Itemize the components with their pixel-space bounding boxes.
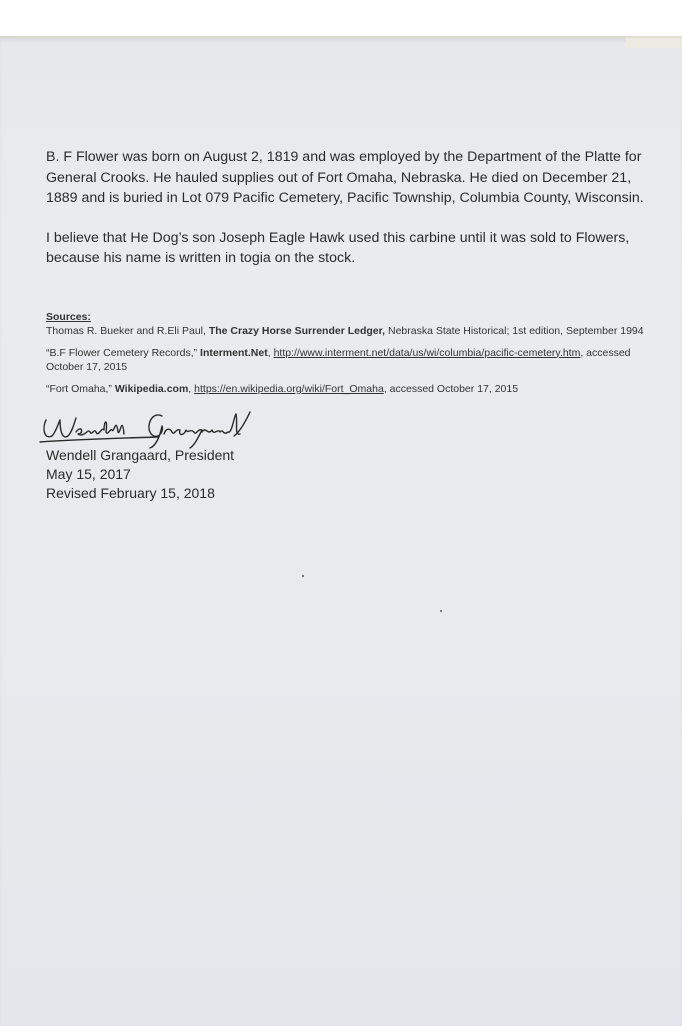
- letter-body: [46, 147, 646, 503]
- handwritten-signature: [38, 406, 258, 450]
- source-1-details: Nebraska State Historical; 1st edition, September 1994: [385, 324, 644, 337]
- sources-heading: Sources:: [46, 310, 91, 323]
- signatory-info: [46, 446, 646, 503]
- source-entry-3: [46, 382, 646, 396]
- sources-section: [46, 310, 646, 396]
- letter-paragraph-2: I believe that He Dog’s son Joseph Eagle Hawk used this carbine until it was sold to Flowers, because his name is written in togia on the stock.: [46, 229, 630, 266]
- source-2-url-link[interactable]: http://www.interment.net/data/us/wi/columbia/pacific-cemetery.htm: [273, 346, 581, 359]
- source-2-accessed: , accessed October 17, 2015: [46, 346, 631, 373]
- paper-speck: [440, 610, 442, 612]
- source-2-separator: ,: [267, 346, 274, 359]
- letter-paragraph-1: B. F Flower was born on August 2, 1819 and was employed by the Department of the Platte for General Crooks. He hauled supplies out of Fort Omaha, Nebraska. He died on December 21, 1889 and is buried in Lot 079 Pacific Cemetery, Pacific Township, Columbia County, Wisconsin.: [46, 149, 644, 206]
- source-3-accessed: , accessed October 17, 2015: [383, 382, 519, 395]
- source-entry-2: [46, 346, 646, 374]
- source-3-url-link[interactable]: https://en.wikipedia.org/wiki/Fort_Omaha: [194, 382, 384, 395]
- source-1-authors: Thomas R. Bueker and R.Eli Paul,: [46, 324, 209, 337]
- source-1-title: The Crazy Horse Surrender Ledger,: [208, 324, 386, 337]
- signatory-name-title: Wendell Grangaard, President: [46, 446, 235, 463]
- source-3-site: Wikipedia.com: [114, 382, 189, 395]
- paper-speck: [302, 575, 304, 577]
- source-3-separator: ,: [188, 382, 195, 395]
- signature-block: [46, 406, 646, 503]
- source-3-title: “Fort Omaha,”: [46, 382, 115, 395]
- signature-date: May 15, 2017: [46, 465, 131, 482]
- revision-date: Revised February 15, 2018: [46, 484, 215, 501]
- page-edge-tab: [626, 36, 682, 48]
- source-2-site: Interment.Net: [200, 346, 268, 359]
- source-entry-1: [46, 324, 646, 338]
- source-2-title: “B.F Flower Cemetery Records,”: [46, 346, 201, 359]
- photo-background-top: [0, 0, 682, 40]
